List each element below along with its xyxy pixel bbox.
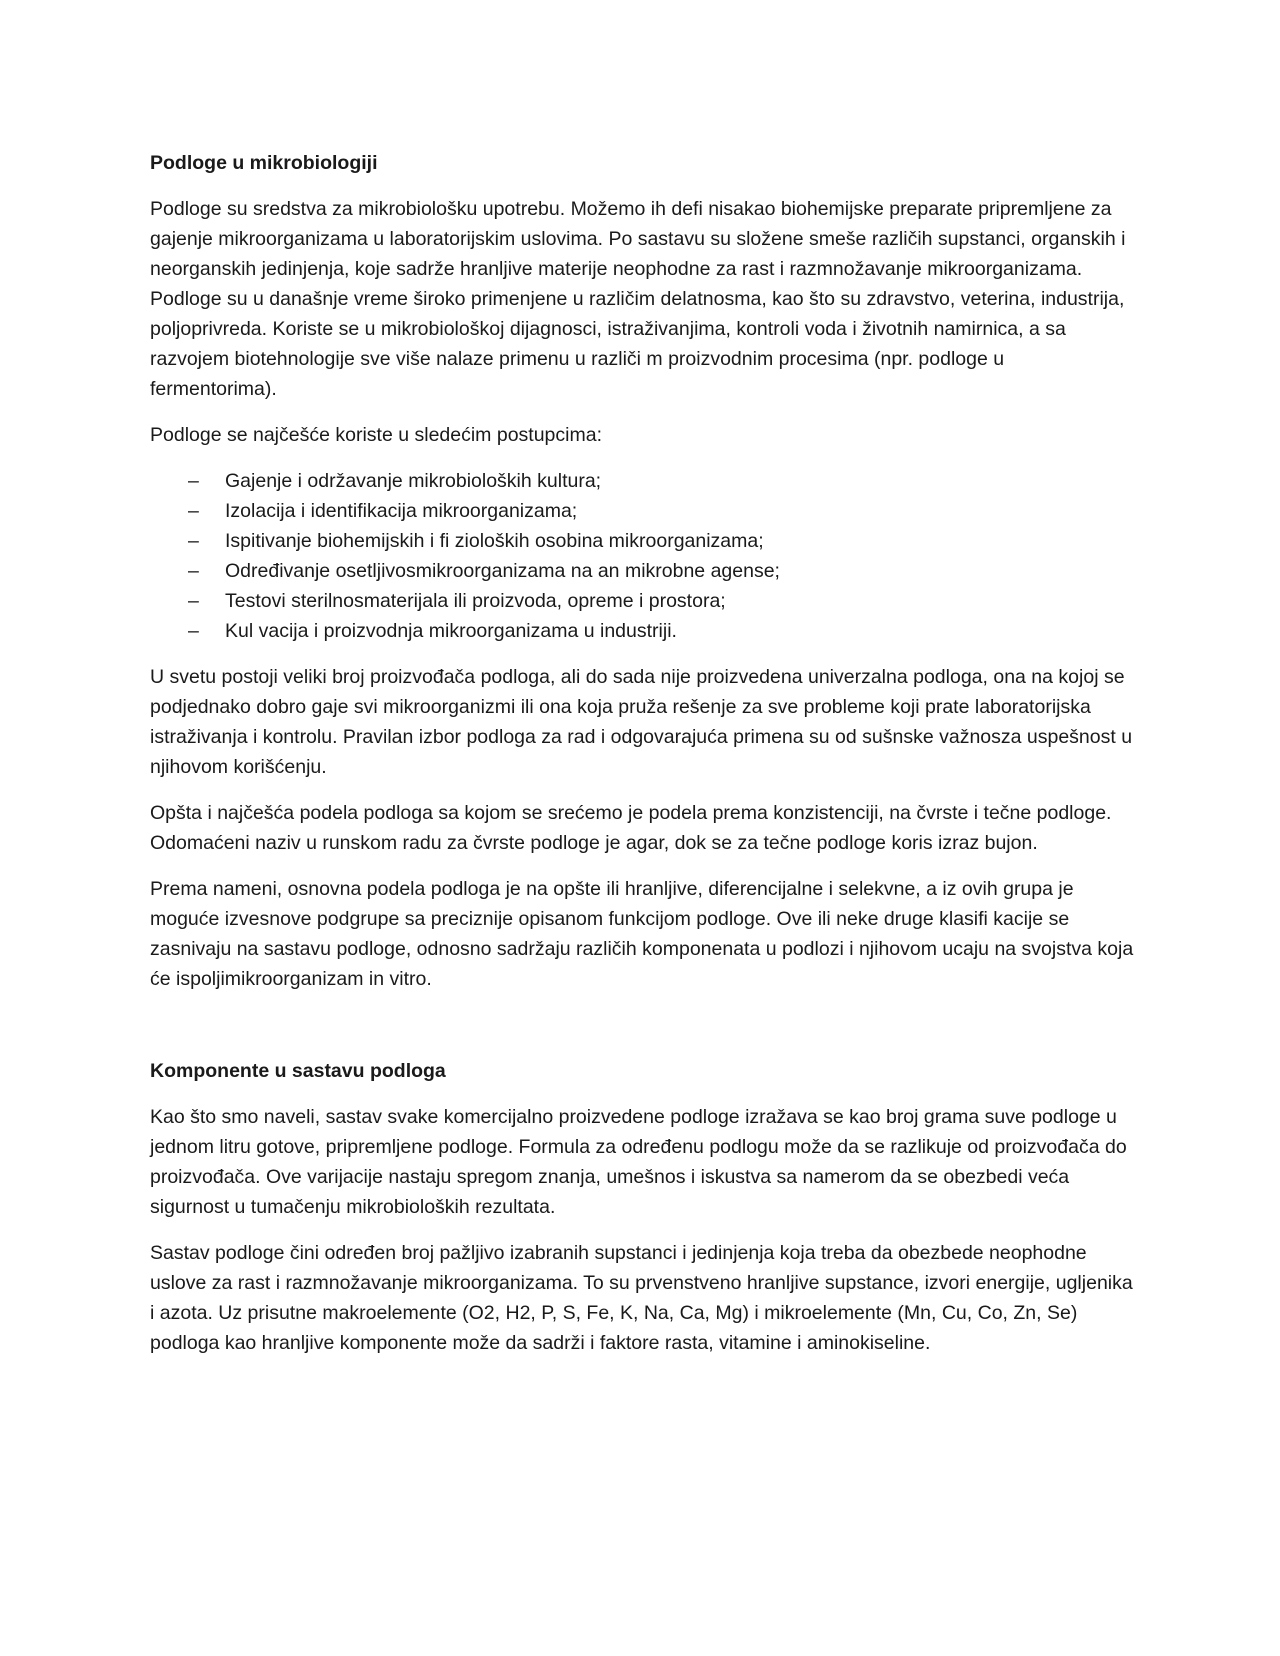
paragraph-manufacturers: U svetu postoji veliki broj proizvođača podloga, ali do sada nije proizvedena univerzalna podloga, ona na kojoj se podjednako dobro gaje svi mikroorganizmi ili ona koja pruža rešenje za sve probleme koji prate laboratorijska istraživanja i kontrolu. Pravilan izbor podloga za rad i odgovarajuća primena su od sušnske važnosza uspešnost u njihovom korišćenju.: [150, 666, 1133, 778]
section-title-podloge: Podloge u mikrobiologiji: [150, 152, 378, 174]
procedures-list: [150, 466, 1135, 646]
paragraph-composition: Kao što smo naveli, sastav svake komercijalno proizvedene podloge izražava se kao broj grama suve podloge u jednom litru gotove, pripremljene podloge. Formula za određenu podlogu može da se razlikuje od proizvođača do proizvođača. Ove varijacije nastaju spregom znanja, umešnos i iskustva sa namerom da se obezbedi veća sigurnost u tumačenju mikrobioloških rezultata.: [150, 1106, 1127, 1218]
list-item: [150, 586, 1135, 616]
list-item: [150, 556, 1135, 586]
list-marker: –: [188, 500, 199, 522]
list-item-text: Izolacija i identifikacija mikroorganizama;: [225, 500, 578, 522]
list-marker: –: [188, 590, 199, 612]
paragraph-consistency: Opšta i najčešća podela podloga sa kojom se srećemo je podela prema konzistenciji, na čvrste i tečne podloge. Odomaćeni naziv u runskom radu za čvrste podloge je agar, dok se za tečne podloge koris izraz bujon.: [150, 802, 1112, 854]
list-item-text: Ispitivanje biohemijskih i fi zioloških osobina mikroorganizama;: [225, 530, 764, 552]
list-item-text: Određivanje osetljivosmikroorganizama na an mikrobne agense;: [225, 560, 780, 582]
list-item-text: Kul vacija i proizvodnja mikroorganizama u industriji.: [225, 620, 677, 642]
list-item: [150, 616, 1135, 646]
list-item: [150, 466, 1135, 496]
paragraph-components: Sastav podloge čini određen broj pažljivo izabranih supstanci i jedinjenja koja treba da obezbede neophodne uslove za rast i razmnožavanje mikroorganizama. To su prvenstveno hranljive supstance, izvori energije, ugljenika i azota. Uz prisutne makroelemente (O2, H2, P, S, Fe, K, Na, Ca, Mg) i mikroelemente (Mn, Cu, Co, Zn, Se) podloga kao hranljive komponente može da sadrži i faktore rasta, vitamine i aminokiseline.: [150, 1242, 1133, 1354]
section-spacer: [150, 1010, 1135, 1056]
paragraph-purpose: Prema nameni, osnovna podela podloga je na opšte ili hranljive, diferencijalne i selekvne, a iz ovih grupa je moguće izvesnove podgrupe sa preciznije opisanom funkcijom podloge. Ove ili neke druge klasifi kacije se zasnivaju na sastavu podloge, odnosno sadržaju različih komponenata u podlozi i njihovom ucaju na svojstva koja će ispoljimikroorganizam in vitro.: [150, 878, 1134, 990]
list-item-text: Testovi sterilnosmaterijala ili proizvoda, opreme i prostora;: [225, 590, 726, 612]
section-title-komponente: Komponente u sastavu podloga: [150, 1060, 446, 1082]
list-item: [150, 496, 1135, 526]
list-item-text: Gajenje i održavanje mikrobioloških kultura;: [225, 470, 602, 492]
paragraph-list-intro: Podloge se najčešće koriste u sledećim postupcima:: [150, 424, 602, 446]
paragraph-intro: Podloge su sredstva za mikrobiološku upotrebu. Možemo ih defi nisakao biohemijske preparate pripremljene za gajenje mikroorganizama u laboratorijskim uslovima. Po sastavu su složene smeše različih supstanci, organskih i neorganskih jedinjenja, koje sadrže hranljive materije neophodne za rast i razmnožavanje mikroorganizama. Podloge su u današnje vreme široko primenjene u različim delatnosma, kao što su zdravstvo, veterina, industrija, poljoprivreda. Koriste se u mikrobiološkoj dijagnosci, istraživanjima, kontroli voda i životnih namirnica, a sa razvojem biotehnologije sve više nalaze primenu u različi m proizvodnim procesima (npr. podloge u fermentorima).: [150, 198, 1126, 400]
list-marker: –: [188, 560, 199, 582]
list-marker: –: [188, 530, 199, 552]
list-item: [150, 526, 1135, 556]
list-marker: –: [188, 470, 199, 492]
document-page: [150, 148, 1135, 1374]
list-marker: –: [188, 620, 199, 642]
